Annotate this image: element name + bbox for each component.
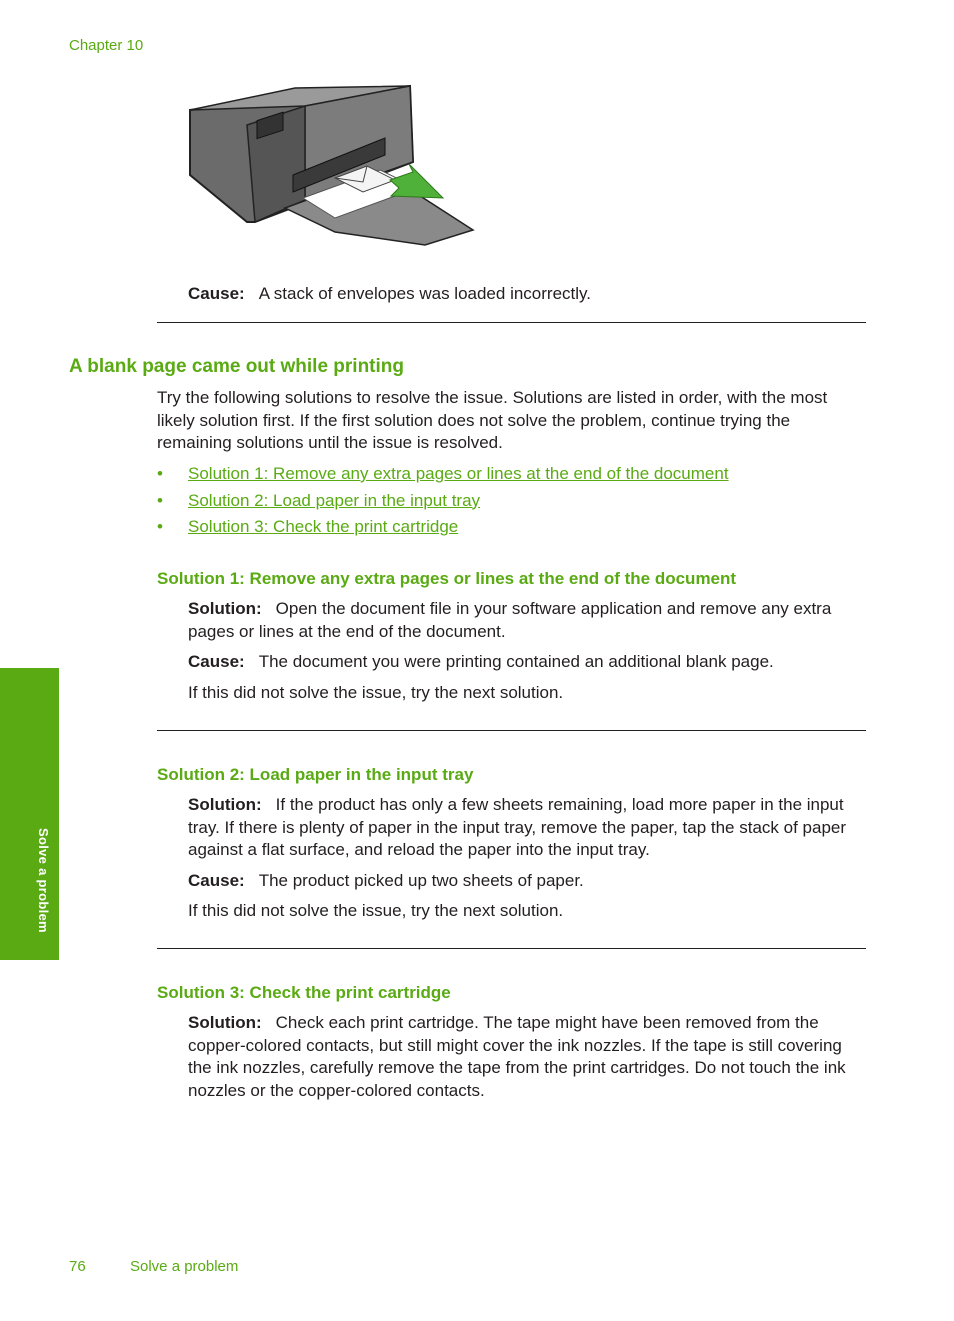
solution-label: Solution: [188,1013,262,1032]
list-item [157,516,869,543]
cause-paragraph [188,870,868,893]
solution-2-body [188,794,868,931]
cause-label: Cause: [188,284,245,303]
cause-text: A stack of envelopes was loaded incorrectly. [258,284,591,303]
chapter-header: Chapter 10 [69,37,144,54]
bullet: • [157,517,163,536]
cause-text: The document you were printing contained an additional blank page. [258,652,774,671]
solution-paragraph [188,1012,868,1102]
solution-paragraph [188,794,868,862]
divider [157,948,866,949]
solution-label: Solution: [188,599,262,618]
next-solution-note: If this did not solve the issue, try the next solution. [188,901,564,920]
solution-1-body [188,598,868,712]
solution-paragraph [188,598,868,643]
solution-text: Check each print cartridge. The tape might have been removed from the copper-colored contacts, but still might cover the ink nozzles. If the tape is still covering the ink nozzles, carefully remove the tape from the print cartridges. Do not touch the ink nozzles or the copper-colored contacts. [188,1013,846,1100]
solution-label: Solution: [188,795,262,814]
cause-label: Cause: [188,870,245,890]
list-item [157,463,869,490]
cause-paragraph [188,651,868,674]
link-solution-1[interactable]: Solution 1: Remove any extra pages or lines at the end of the document [188,464,729,483]
cause-text: The product picked up two sheets of paper. [258,870,584,890]
next-solution-note: If this did not solve the issue, try the next solution. [188,682,564,702]
cause-envelopes [188,283,868,306]
solution-3-body [188,1012,868,1110]
solution-text: If the product has only a few sheets remaining, load more paper in the input tray. If there is plenty of paper in the input tray, remove the paper, tap the stack of paper against a flat surface, and reload the paper into the input tray. [188,795,847,859]
divider [157,730,866,731]
divider [157,322,866,323]
printer-envelope-loading-illustration [185,80,475,250]
section-title: A blank page came out while printing [69,356,405,377]
list-item [157,490,869,517]
page-number: 76 [69,1258,86,1275]
solutions-link-list [157,463,869,543]
footer-title: Solve a problem [130,1258,239,1275]
bullet: • [157,490,163,510]
solution-text: Open the document file in your software application and remove any extra pages or lines at the end of the document. [188,599,832,641]
solution-3-heading: Solution 3: Check the print cartridge [157,983,451,1002]
section-intro: Try the following solutions to resolve the issue. Solutions are listed in order, with the most likely solution first. If the first solution does not solve the problem, continue trying the remaining solutions until the issue is resolved. [157,388,828,452]
side-tab-label: Solve a problem [36,828,51,933]
link-solution-2[interactable]: Solution 2: Load paper in the input tray [188,490,481,510]
link-solution-3[interactable]: Solution 3: Check the print cartridge [188,517,459,536]
cause-label: Cause: [188,652,245,671]
bullet: • [157,464,163,483]
solution-1-heading: Solution 1: Remove any extra pages or lines at the end of the document [157,569,737,588]
solution-2-heading: Solution 2: Load paper in the input tray [157,765,474,784]
